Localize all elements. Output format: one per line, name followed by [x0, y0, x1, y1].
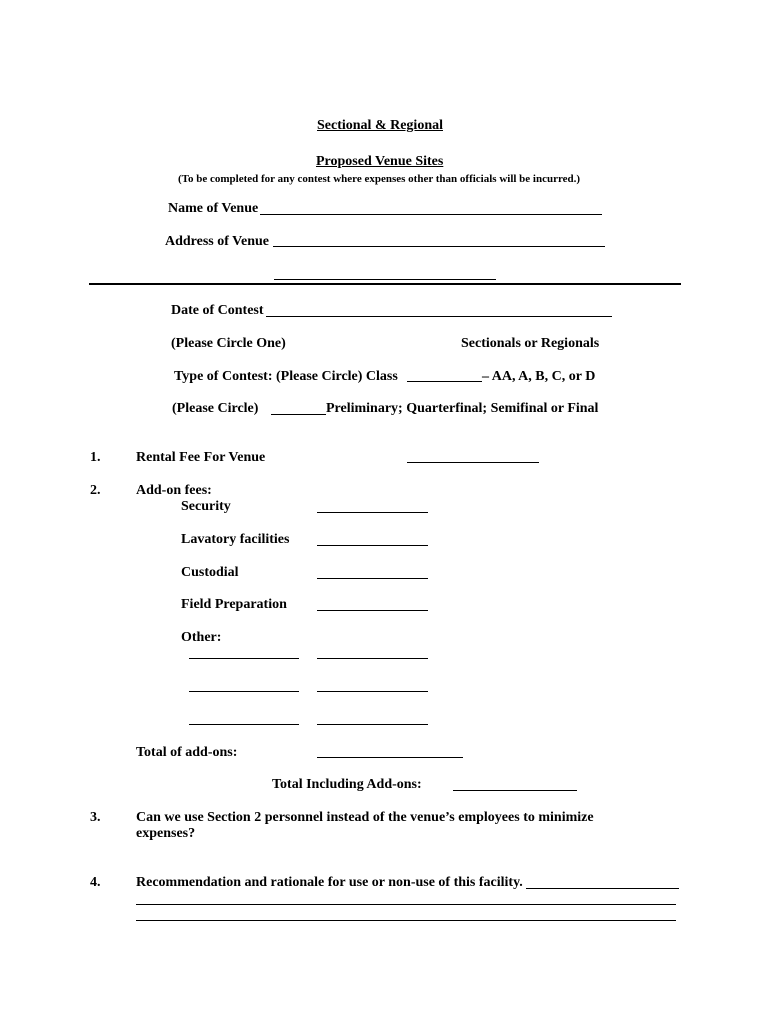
- item-2-number: 2.: [90, 483, 101, 498]
- grand-total-field[interactable]: [453, 790, 577, 791]
- form-note: (To be completed for any contest where expenses other than officials will be incurred.): [178, 173, 581, 185]
- addon-field-label: Field Preparation: [181, 597, 287, 612]
- round-field[interactable]: [271, 414, 326, 415]
- contest-type-label: Type of Contest: (Please Circle) Class: [174, 369, 398, 384]
- addon-other-label: Other:: [181, 630, 222, 645]
- addon-custodial-label: Custodial: [181, 565, 239, 580]
- addon-other-name-2[interactable]: [189, 691, 299, 692]
- addon-lavatory-field[interactable]: [317, 545, 428, 546]
- form-title: Sectional & Regional: [317, 118, 443, 133]
- item-4-label: Recommendation and rationale for use or non-use of this facility.: [136, 875, 523, 890]
- addon-lavatory-label: Lavatory facilities: [181, 532, 290, 547]
- round-options[interactable]: Preliminary; Quarterfinal; Semifinal or Final: [326, 401, 599, 416]
- addon-other-name-3[interactable]: [189, 724, 299, 725]
- item-3-label: Can we use Section 2 personnel instead of the venue’s employees to minimize: [136, 810, 594, 825]
- contest-date-field[interactable]: [266, 316, 612, 317]
- addon-custodial-field[interactable]: [317, 578, 428, 579]
- addon-other-amount-3[interactable]: [317, 724, 428, 725]
- item-1-label: Rental Fee For Venue: [136, 450, 266, 465]
- contest-type-options[interactable]: – AA, A, B, C, or D: [482, 369, 596, 384]
- grand-total-label: Total Including Add-ons:: [272, 777, 422, 792]
- item-2-label: Add-on fees:: [136, 483, 212, 498]
- venue-address-label: Address of Venue: [165, 234, 269, 249]
- venue-name-label: Name of Venue: [168, 201, 259, 216]
- item-3-label-cont: expenses?: [136, 826, 196, 841]
- venue-name-field[interactable]: [260, 214, 602, 215]
- circle-one-label: (Please Circle One): [171, 336, 286, 351]
- addon-security-label: Security: [181, 499, 231, 514]
- venue-address-field[interactable]: [273, 246, 605, 247]
- recommendation-field-2[interactable]: [136, 904, 676, 905]
- rental-fee-field[interactable]: [407, 462, 539, 463]
- section-divider: [89, 283, 681, 285]
- recommendation-field-1[interactable]: [526, 888, 679, 889]
- item-3-number: 3.: [90, 810, 101, 825]
- form-subtitle: Proposed Venue Sites: [316, 154, 444, 169]
- round-label: (Please Circle): [172, 401, 259, 416]
- addon-other-amount-1[interactable]: [317, 658, 428, 659]
- recommendation-field-3[interactable]: [136, 920, 676, 921]
- circle-one-options[interactable]: Sectionals or Regionals: [461, 336, 600, 351]
- addon-security-field[interactable]: [317, 512, 428, 513]
- addon-other-name-1[interactable]: [189, 658, 299, 659]
- item-1-number: 1.: [90, 450, 101, 465]
- item-4-number: 4.: [90, 875, 101, 890]
- contest-date-label: Date of Contest: [171, 303, 264, 318]
- addons-total-field[interactable]: [317, 757, 463, 758]
- addons-total-label: Total of add-ons:: [136, 745, 238, 760]
- contest-class-field[interactable]: [407, 381, 482, 382]
- addon-other-amount-2[interactable]: [317, 691, 428, 692]
- addon-field-field[interactable]: [317, 610, 428, 611]
- venue-address-field-2[interactable]: [274, 279, 496, 280]
